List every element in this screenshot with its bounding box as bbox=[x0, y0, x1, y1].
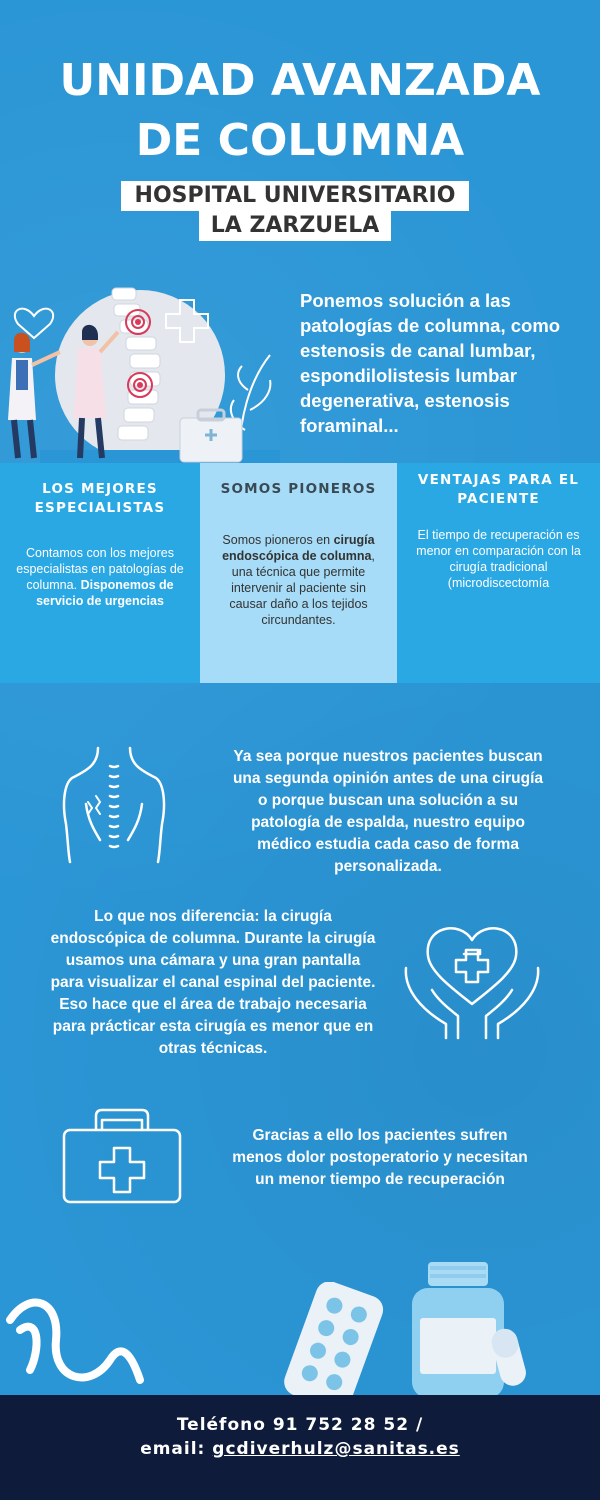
first-aid-kit-icon bbox=[62, 1104, 182, 1204]
column-pioneers-after: , una técnica que permite intervenir al paciente sin causar daño a los tejidos circundantes. bbox=[229, 549, 375, 627]
feature-columns bbox=[0, 463, 600, 683]
column-specialists-text bbox=[0, 545, 200, 609]
second-opinion-text: Ya sea porque nuestros pacientes buscan una segunda opinión antes de una cirugía o porque buscan una solución a su patología de espalda, nuestro equipo médico estudia cada caso de forma personalizada. bbox=[232, 748, 544, 875]
footer-email-label: email: bbox=[140, 1439, 213, 1459]
footer-email-link[interactable]: gcdiverhulz@sanitas.es bbox=[212, 1439, 460, 1459]
hospital-name bbox=[116, 181, 474, 243]
footer-phone: Teléfono 91 752 28 52 / bbox=[176, 1415, 424, 1435]
column-advantages-title: VENTAJAS PARA EL PACIENTE bbox=[417, 472, 580, 507]
footer-email-line bbox=[0, 1437, 600, 1461]
column-specialists-body: Contamos con los mejores especialistas en patologías de columna. bbox=[16, 546, 184, 592]
spine-back-icon bbox=[58, 744, 170, 864]
contact-footer bbox=[0, 1395, 600, 1500]
column-pioneers-title: SOMOS PIONEROS bbox=[220, 481, 377, 497]
intro-text: Ponemos solución a las patologías de columna, como estenosis de canal lumbar, espondilolistesis lumbar degenerativa, estenosis foraminal... bbox=[300, 290, 561, 436]
page-title-line1: UNIDAD AVANZADA bbox=[59, 55, 541, 106]
hospital-name-line1: HOSPITAL UNIVERSITARIO bbox=[121, 181, 470, 211]
column-specialists bbox=[0, 463, 200, 683]
medicine-bottle-icon bbox=[400, 1258, 530, 1398]
column-advantages-text: El tiempo de recuperación es menor en comparación con la cirugía tradicional (microdiscectomía bbox=[416, 528, 581, 590]
pill-blister-icon bbox=[280, 1282, 390, 1400]
difference-text: Lo que nos diferencia: la cirugía endoscópica de columna. Durante la cirugía usamos una cámara y una gran pantalla para visualizar el canal espinal del paciente. Eso hace que el área de trabajo necesaria para prácticar esta cirugía es menor que en otras técnicas. bbox=[50, 908, 376, 1057]
heart-hands-icon bbox=[402, 920, 542, 1040]
column-advantages bbox=[397, 463, 600, 683]
column-pioneers-text bbox=[200, 532, 397, 628]
column-specialists-title: LOS MEJORES ESPECIALISTAS bbox=[34, 481, 166, 516]
column-pioneers bbox=[200, 463, 397, 683]
stethoscope-icon bbox=[0, 1280, 160, 1400]
page-title-line2: DE COLUMNA bbox=[135, 115, 465, 166]
column-specialists-bold: Disponemos de servicio de urgencias bbox=[36, 578, 174, 608]
column-pioneers-bold: cirugía endoscópica de columna bbox=[222, 533, 375, 563]
doctors-spine-illustration bbox=[0, 280, 300, 465]
hospital-name-line2: LA ZARZUELA bbox=[199, 211, 392, 241]
benefit-text: Gracias a ello los pacientes sufren menos dolor postoperatorio y necesitan un menor tiempo de recuperación bbox=[232, 1127, 528, 1188]
column-pioneers-before: Somos pioneros en bbox=[222, 533, 331, 547]
